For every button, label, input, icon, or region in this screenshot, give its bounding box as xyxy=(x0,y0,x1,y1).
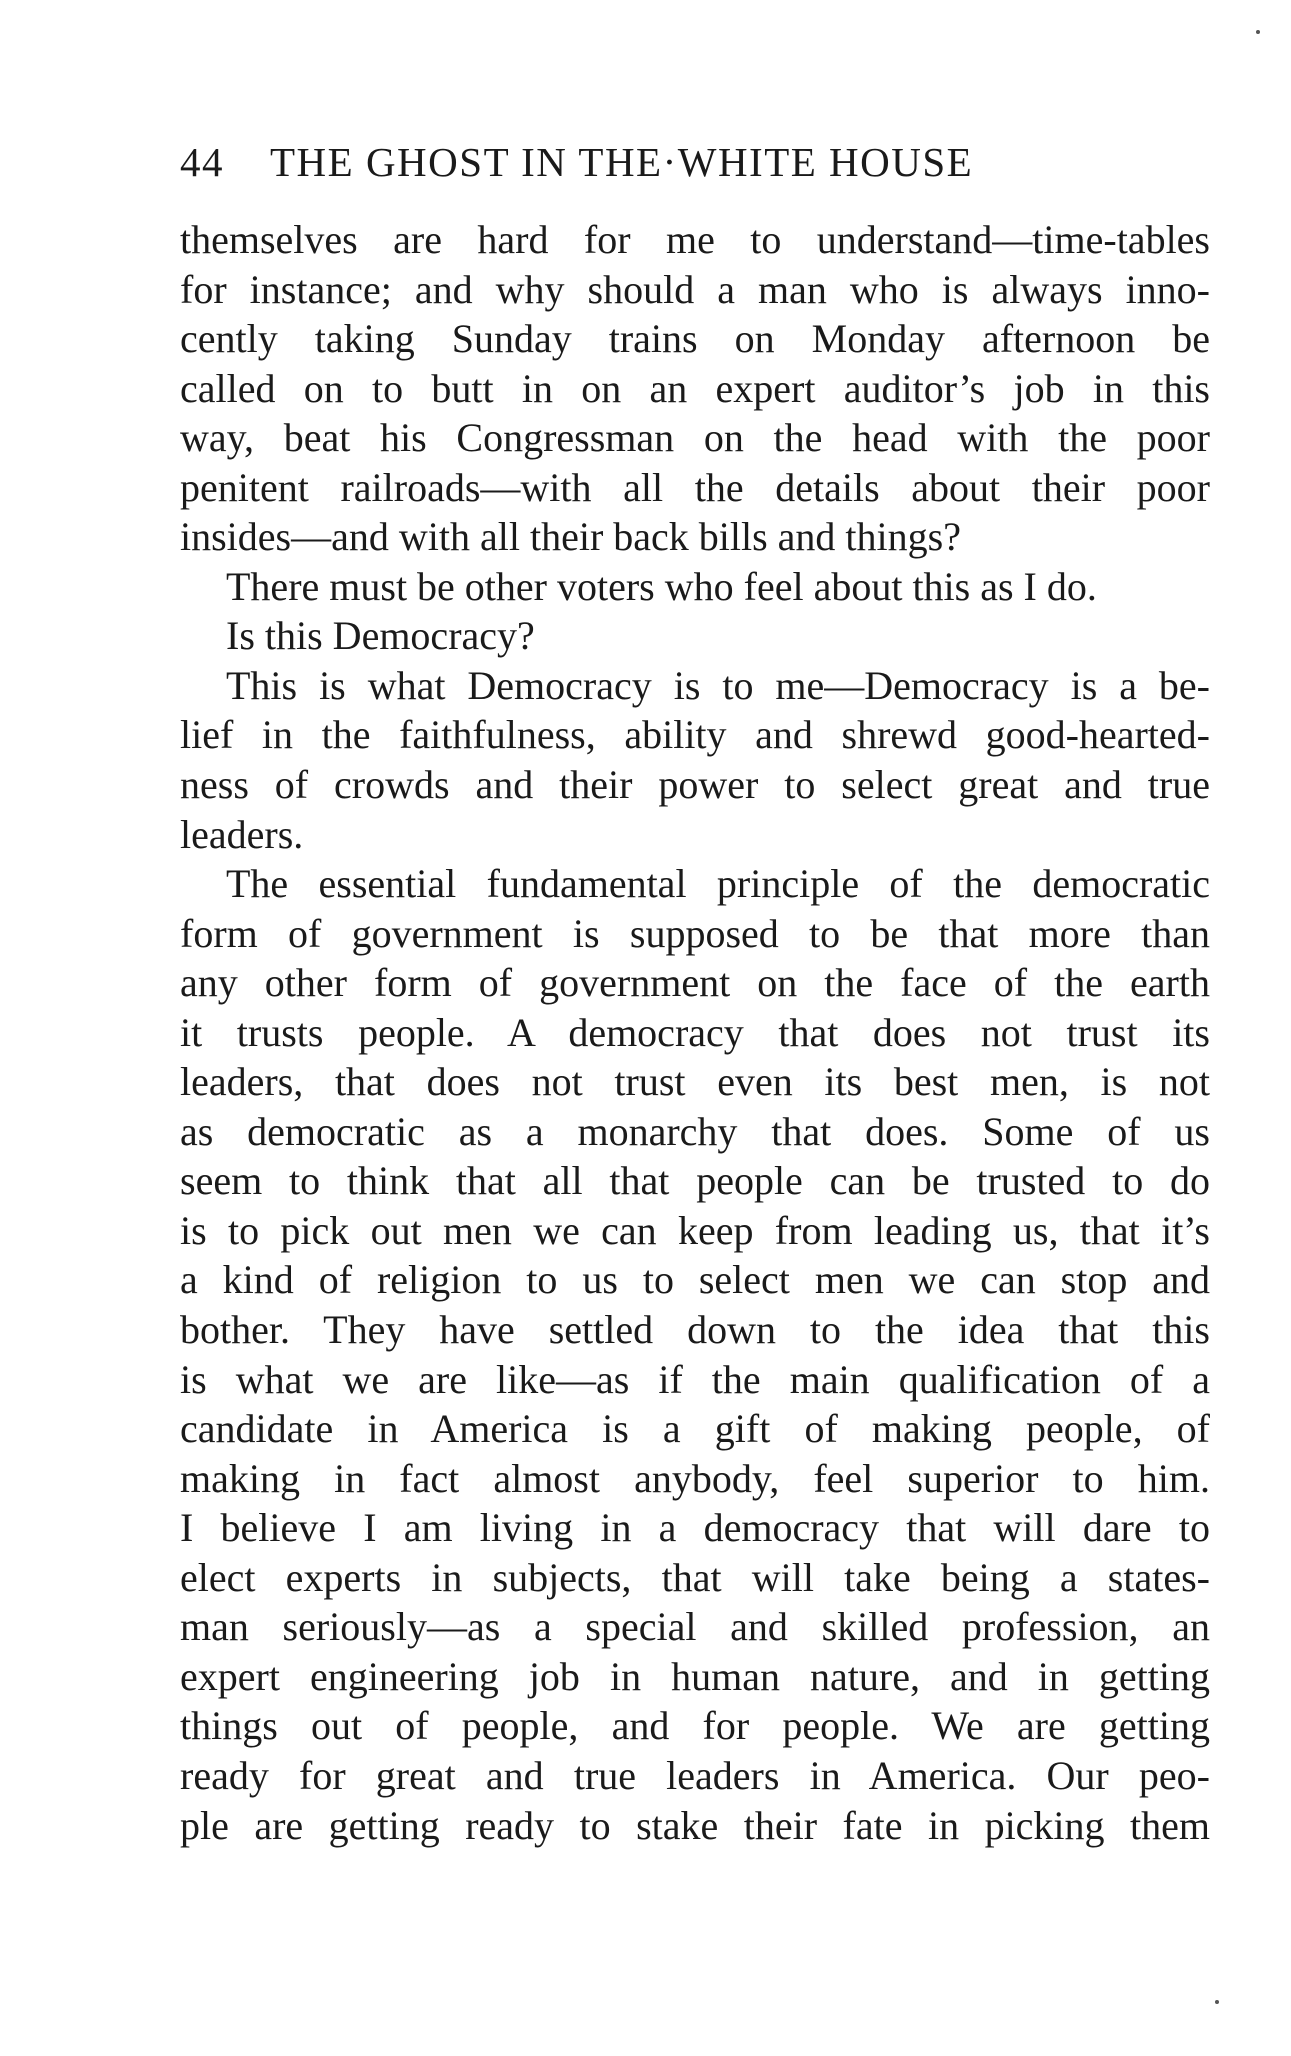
text-line: elect experts in subjects, that will take being a states- xyxy=(180,1554,1210,1600)
text-line: ready for great and true leaders in America. Our peo- xyxy=(180,1752,1210,1798)
text-line: candidate in America is a gift of making people, of xyxy=(180,1406,1210,1452)
running-title: THE GHOST IN THE·WHITE HOUSE xyxy=(270,139,974,185)
text-line: cently taking Sunday trains on Monday afternoon be xyxy=(180,316,1210,362)
text-line: There must be other voters who feel about this as I do. xyxy=(226,563,1097,609)
text-line: penitent railroads—with all the details about their poor xyxy=(180,464,1210,510)
text-line: man seriously—as a special and skilled profession, an xyxy=(180,1604,1210,1650)
text-line: themselves are hard for me to understand—time-tables xyxy=(180,217,1210,262)
scan-speck xyxy=(1215,2000,1219,2004)
text-line: any other form of government on the face of the earth xyxy=(180,960,1210,1006)
text-line: ple are getting ready to stake their fate in picking them xyxy=(180,1802,1210,1848)
text-line: way, beat his Congressman on the head with the poor xyxy=(180,415,1210,461)
text-line: The essential fundamental principle of the democratic xyxy=(226,861,1210,907)
text-line: expert engineering job in human nature, and in getting xyxy=(180,1653,1210,1699)
text-line: things out of people, and for people. We are getting xyxy=(180,1703,1210,1749)
text-line: is to pick out men we can keep from leading us, that it’s xyxy=(180,1207,1210,1253)
text-line: seem to think that all that people can be trusted to do xyxy=(180,1158,1210,1204)
running-header xyxy=(180,137,1100,187)
text-line: I believe I am living in a democracy that will dare to xyxy=(180,1505,1210,1551)
text-line: ness of crowds and their power to select great and true xyxy=(180,762,1210,808)
text-line: This is what Democracy is to me—Democracy is a be- xyxy=(226,662,1210,708)
body-text xyxy=(180,215,1210,1850)
text-line: is what we are like—as if the main qualification of a xyxy=(180,1356,1210,1402)
scan-speck xyxy=(1256,30,1260,34)
page-number: 44 xyxy=(180,139,224,185)
text-line: Is this Democracy? xyxy=(226,613,535,659)
text-line: form of government is supposed to be that more than xyxy=(180,910,1210,956)
text-line: called on to butt in on an expert auditor’s job in this xyxy=(180,365,1210,411)
text-line: as democratic as a monarchy that does. Some of us xyxy=(180,1108,1210,1154)
text-line: for instance; and why should a man who is always inno- xyxy=(180,266,1210,312)
text-line: lief in the faithfulness, ability and shrewd good-hearted- xyxy=(180,712,1210,758)
text-line: leaders. xyxy=(180,811,304,857)
text-line: insides—and with all their back bills and things? xyxy=(180,514,961,560)
text-line: leaders, that does not trust even its best men, is not xyxy=(180,1059,1210,1105)
text-line: a kind of religion to us to select men we can stop and xyxy=(180,1257,1210,1303)
text-line: making in fact almost anybody, feel superior to him. xyxy=(180,1455,1210,1501)
text-line: bother. They have settled down to the idea that this xyxy=(180,1307,1210,1353)
text-line: it trusts people. A democracy that does not trust its xyxy=(180,1009,1210,1055)
